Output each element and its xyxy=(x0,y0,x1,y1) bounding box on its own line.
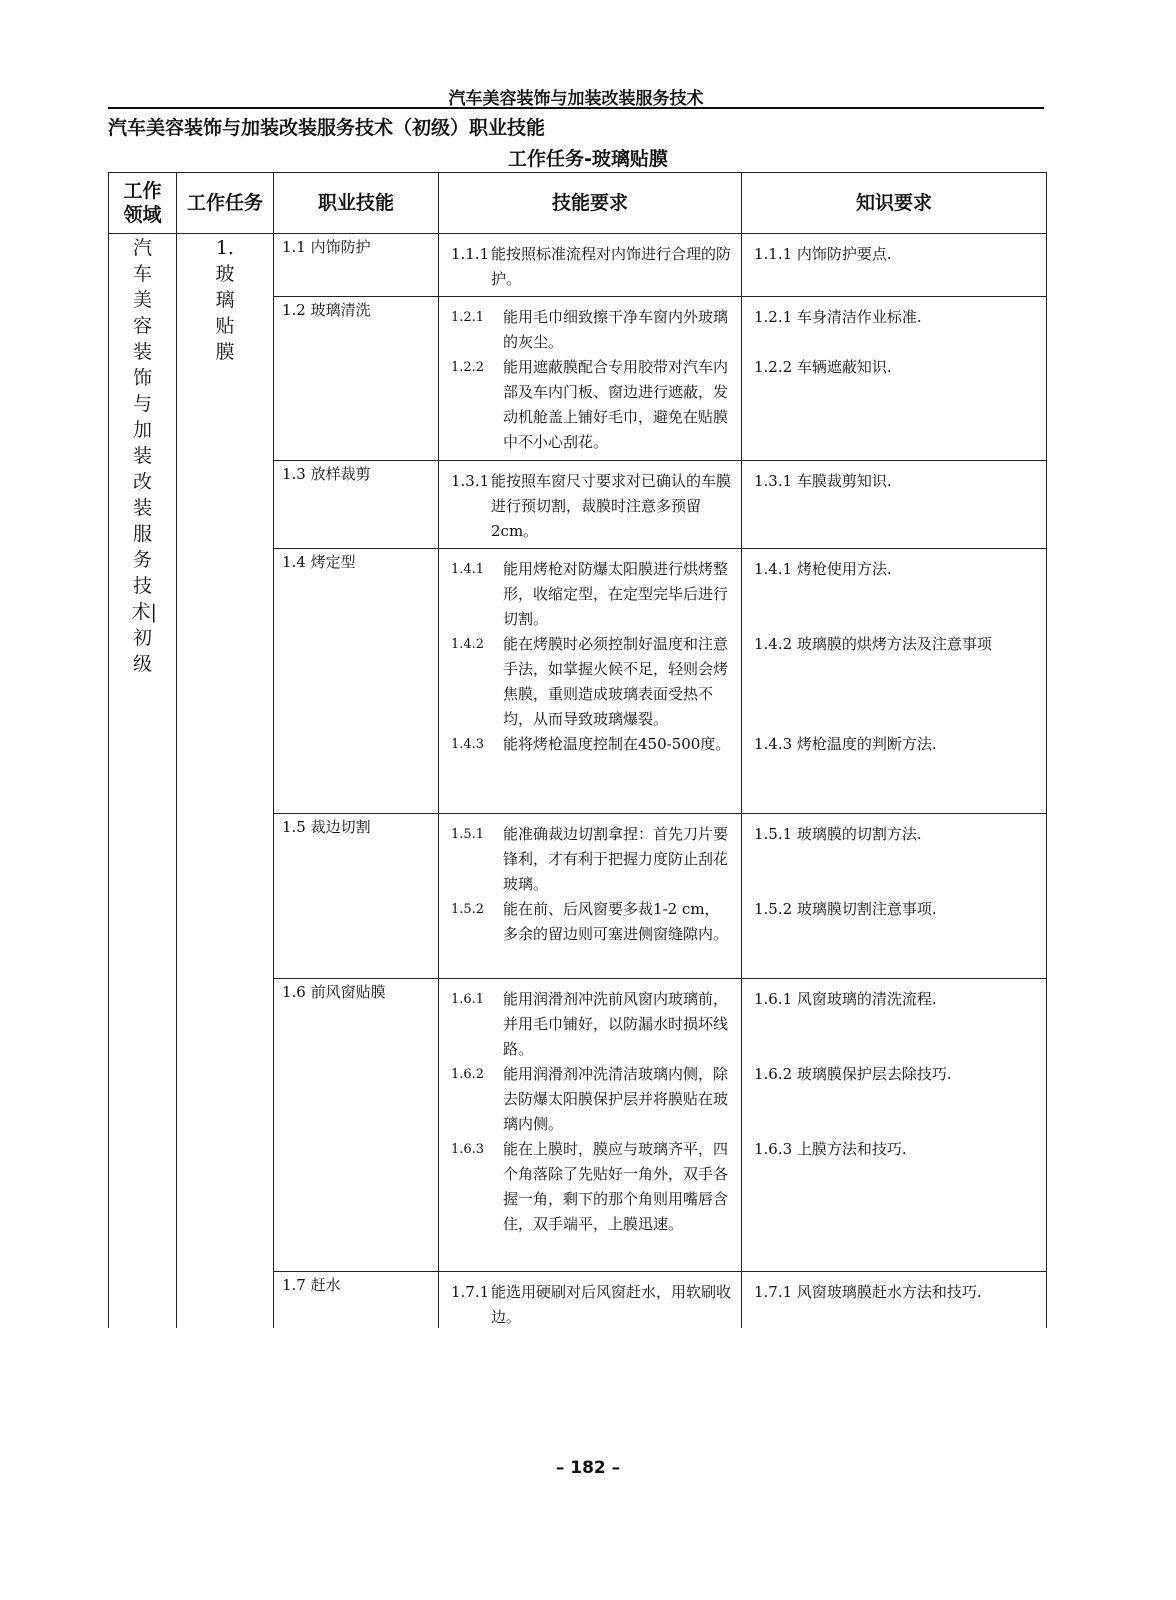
knowledge-item: 1.7.1 风窗玻璃膜赶水方法和技巧. xyxy=(754,1283,982,1301)
requirement-text: 能按照标准流程对内饰进行合理的防护。 xyxy=(491,245,732,288)
knowledge-item: 1.6.1 风窗玻璃的清洗流程. xyxy=(754,990,937,1008)
skills-table xyxy=(108,172,1047,1336)
requirement-text: 能选用硬刷对后风窗赶水，用软刷收边。 xyxy=(491,1283,732,1326)
requirement-item xyxy=(451,1062,733,1137)
table-row xyxy=(109,234,1047,297)
knowledge-item: 1.5.2 玻璃膜切割注意事项. xyxy=(754,900,937,918)
requirements-cell xyxy=(439,979,742,1272)
work-task-text: 1.玻璃贴膜 xyxy=(215,237,235,363)
requirement-text: 能准确裁边切割拿捏：首先刀片要锋利，才有利于把握力度防止刮花玻璃。 xyxy=(503,825,729,893)
requirement-number: 1.4.1 xyxy=(451,562,485,577)
requirement-number: 1.3.1 xyxy=(451,472,490,490)
knowledge-item: 1.3.1 车膜裁剪知识. xyxy=(754,472,892,490)
requirement-item xyxy=(451,355,733,455)
work-domain-text: 汽车美容装饰与加装改装服务技术|初级 xyxy=(131,237,157,675)
table-header-row xyxy=(109,173,1047,234)
knowledge-item: 1.2.2 车辆遮蔽知识. xyxy=(754,358,892,376)
knowledge-item: 1.2.1 车身清洁作业标准. xyxy=(754,308,922,326)
knowledge-item: 1.6.3 上膜方法和技巧. xyxy=(754,1140,907,1158)
section-subtitle-text: 工作任务-玻璃贴膜 xyxy=(508,148,668,170)
requirement-item xyxy=(451,1137,733,1237)
knowledge-cell xyxy=(742,297,1047,461)
skill-name: 1.7 赶水 xyxy=(274,1272,439,1336)
column-header-task: 工作任务 xyxy=(177,173,274,234)
requirement-item xyxy=(451,305,733,355)
skill-name: 1.4 烤定型 xyxy=(274,549,439,814)
column-header-knowledge: 知识要求 xyxy=(742,173,1047,234)
requirement-number: 1.6.1 xyxy=(451,992,485,1007)
column-header-requirements: 技能要求 xyxy=(439,173,742,234)
knowledge-item: 1.4.3 烤枪温度的判断方法. xyxy=(754,735,937,753)
requirements-cell xyxy=(439,461,742,549)
knowledge-cell xyxy=(742,979,1047,1272)
header-rule xyxy=(108,107,1044,109)
requirement-item xyxy=(451,897,733,947)
column-header-domain: 工作领域 xyxy=(109,173,177,234)
requirement-item xyxy=(451,242,733,292)
section-subtitle xyxy=(0,144,1176,171)
requirement-number: 1.6.2 xyxy=(451,1067,485,1082)
requirement-number: 1.4.2 xyxy=(451,637,485,652)
requirement-number: 1.5.1 xyxy=(451,827,485,842)
requirement-text: 能在上膜时，膜应与玻璃齐平，四个角落除了先贴好一角外，双手各握一角，剩下的那个角则用嘴唇含住，双手端平，上膜迅速。 xyxy=(503,1140,729,1233)
document-title: 汽车美容装饰与加装改装服务技术（初级）职业技能 xyxy=(108,117,546,139)
requirement-item xyxy=(451,987,733,1062)
requirement-text: 能将烤枪温度控制在450-500度。 xyxy=(503,735,731,753)
requirement-text: 能用毛巾细致擦干净车窗内外玻璃的灰尘。 xyxy=(503,308,729,351)
skill-name: 1.6 前风窗贴膜 xyxy=(274,979,439,1272)
requirement-number: 1.4.3 xyxy=(451,737,485,752)
requirement-item xyxy=(451,822,733,897)
table-body xyxy=(109,234,1047,1336)
requirement-text: 能按照车窗尺寸要求对已确认的车膜进行预切割，裁膜时注意多预留2cm。 xyxy=(491,472,732,540)
work-domain-cell xyxy=(109,234,177,1336)
knowledge-item: 1.6.2 玻璃膜保护层去除技巧. xyxy=(754,1065,952,1083)
requirements-cell xyxy=(439,549,742,814)
knowledge-cell xyxy=(742,1272,1047,1336)
knowledge-cell xyxy=(742,461,1047,549)
knowledge-item: 1.1.1 内饰防护要点. xyxy=(754,245,892,263)
requirement-text: 能在烤膜时必须控制好温度和注意手法，如掌握火候不足，轻则会烤焦膜，重则造成玻璃表面受热不均，从而导致玻璃爆裂。 xyxy=(503,635,729,728)
requirement-number: 1.1.1 xyxy=(451,245,490,263)
requirement-item xyxy=(451,632,733,732)
requirement-item xyxy=(451,469,733,544)
column-header-skill: 职业技能 xyxy=(274,173,439,234)
requirement-item xyxy=(451,557,733,632)
requirement-text: 能用润滑剂冲洗清洁玻璃内侧，除去防爆太阳膜保护层并将膜贴在玻璃内侧。 xyxy=(503,1065,729,1133)
requirement-item xyxy=(451,1280,733,1330)
requirement-number: 1.6.3 xyxy=(451,1142,485,1157)
requirement-number: 1.2.2 xyxy=(451,360,485,375)
page-continuation-mask xyxy=(100,1328,1060,1368)
requirement-text: 能在前、后风窗要多裁1-2 cm，多余的留边则可塞进侧窗缝隙内。 xyxy=(503,900,729,943)
requirement-text: 能用润滑剂冲洗前风窗内玻璃前，并用毛巾铺好，以防漏水时损坏线路。 xyxy=(503,990,729,1058)
requirements-cell xyxy=(439,814,742,979)
skill-name: 1.5 裁边切割 xyxy=(274,814,439,979)
requirement-text: 能用遮蔽膜配合专用胶带对汽车内部及车内门板、窗边进行遮蔽，发动机舱盖上铺好毛巾，避免在贴膜中不小心刮花。 xyxy=(503,358,729,451)
page-number: – 182 – xyxy=(555,1458,621,1478)
skill-name: 1.3 放样裁剪 xyxy=(274,461,439,549)
requirement-item xyxy=(451,732,733,757)
knowledge-item: 1.5.1 玻璃膜的切割方法. xyxy=(754,825,922,843)
requirements-cell xyxy=(439,1272,742,1336)
requirement-number: 1.5.2 xyxy=(451,902,485,917)
running-header: 汽车美容装饰与加装改装服务技术 xyxy=(448,89,704,109)
knowledge-cell xyxy=(742,549,1047,814)
requirement-number: 1.2.1 xyxy=(451,310,485,325)
requirement-number: 1.7.1 xyxy=(451,1283,490,1301)
knowledge-item: 1.4.2 玻璃膜的烘烤方法及注意事项 xyxy=(754,635,992,653)
requirements-cell xyxy=(439,234,742,297)
work-task-cell xyxy=(177,234,274,1336)
skill-name: 1.2 玻璃清洗 xyxy=(274,297,439,461)
knowledge-cell xyxy=(742,234,1047,297)
requirement-text: 能用烤枪对防爆太阳膜进行烘烤整形，收缩定型，在定型完毕后进行切割。 xyxy=(503,560,729,628)
requirements-cell xyxy=(439,297,742,461)
knowledge-cell xyxy=(742,814,1047,979)
skill-name: 1.1 内饰防护 xyxy=(274,234,439,297)
knowledge-item: 1.4.1 烤枪使用方法. xyxy=(754,560,892,578)
